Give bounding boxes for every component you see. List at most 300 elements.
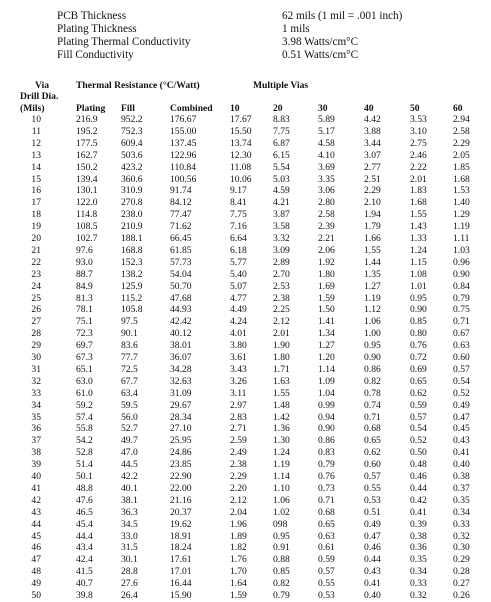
vias-30-cell: 1.34 <box>318 328 335 340</box>
vias-40-cell: 0.65 <box>364 435 381 447</box>
vias-50-cell: 3.53 <box>410 114 427 125</box>
vias-50-cell: 0.54 <box>410 423 427 435</box>
vias-60-cell: 0.71 <box>453 316 470 328</box>
vias-10-cell: 2.71 <box>230 423 247 435</box>
table-row <box>0 400 491 412</box>
fill-cell: 40.1 <box>121 482 138 494</box>
combined-cell: 54.04 <box>170 268 192 280</box>
vias-10-cell: 2.97 <box>230 399 247 411</box>
vias-50-cell: 1.01 <box>410 280 427 292</box>
drill-dia-cell: 47 <box>31 554 41 566</box>
vias-40-cell: 2.77 <box>364 161 381 173</box>
vias-10-cell: 2.29 <box>230 471 247 482</box>
vias-30-cell: 2.80 <box>318 197 335 209</box>
vias-10-cell: 2.59 <box>230 435 247 447</box>
vias-30-cell: 1.41 <box>318 316 335 328</box>
vias-60-cell: 1.53 <box>453 185 470 197</box>
plating-cell: 45.4 <box>76 518 93 530</box>
table-row <box>0 293 491 305</box>
fill-cell: 30.1 <box>121 554 138 566</box>
drill-dia-cell: 41 <box>31 482 41 494</box>
combined-cell: 34.28 <box>170 363 192 375</box>
combined-cell: 17.61 <box>170 554 192 566</box>
vias-40-cell: 1.06 <box>364 316 381 328</box>
combined-cell: 122.96 <box>170 149 197 161</box>
vias-10-cell: 1.70 <box>230 566 247 578</box>
combined-cell: 42.42 <box>170 316 192 328</box>
plating-cell: 150.2 <box>76 161 98 173</box>
vias-60-cell: 1.11 <box>453 233 470 244</box>
vias-40-cell: 0.95 <box>364 340 381 352</box>
vias-10-cell: 12.30 <box>230 149 252 161</box>
fill-cell: 238.0 <box>121 209 143 221</box>
drill-dia-cell: 13 <box>31 149 41 161</box>
vias-60-cell: 2.29 <box>453 137 470 149</box>
vias-60-cell: 0.96 <box>453 256 470 268</box>
vias-30-cell: 0.55 <box>318 578 335 590</box>
fill-cell: 138.2 <box>121 268 143 280</box>
param-label: PCB Thickness <box>57 10 127 22</box>
vias-30-cell: 0.65 <box>318 518 335 530</box>
drill-dia-header: Drill Dia. <box>20 91 59 102</box>
table-row <box>0 269 491 281</box>
drill-dia-cell: 16 <box>31 185 41 197</box>
mils-header: (Mils) <box>20 103 45 114</box>
drill-dia-cell: 23 <box>31 268 41 280</box>
fill-cell: 72.5 <box>121 363 138 375</box>
table-row <box>0 566 491 578</box>
vias-40-cell: 2.10 <box>364 197 381 209</box>
vias-20-cell: 3.32 <box>273 233 290 244</box>
table-row <box>0 364 491 376</box>
combined-cell: 23.85 <box>170 459 192 471</box>
vias-50-cell: 1.43 <box>410 221 427 233</box>
combined-cell: 57.73 <box>170 256 192 268</box>
vias-20-cell: 4.21 <box>273 197 290 209</box>
plating-cell: 69.7 <box>76 340 93 352</box>
vias-50-cell: 2.22 <box>410 161 427 173</box>
vias-20-cell: 3.87 <box>273 209 290 221</box>
vias-30-cell: 0.61 <box>318 542 335 554</box>
vias-30-cell: 1.09 <box>318 375 335 387</box>
vias-20-cell: 2.89 <box>273 256 290 268</box>
param-value: 0.51 Watts/cm°C <box>282 49 359 61</box>
vias-10-cell: 6.18 <box>230 244 247 256</box>
vias-30-cell: 2.21 <box>318 233 335 244</box>
vias-40-cell: 3.07 <box>364 149 381 161</box>
fill-cell: 125.9 <box>121 280 143 292</box>
param-row-fill-conductivity <box>0 49 491 61</box>
drill-dia-cell: 37 <box>31 435 41 447</box>
vias-40-cell: 0.46 <box>364 542 381 554</box>
table-row <box>0 447 491 459</box>
fill-cell: 115.2 <box>121 292 143 304</box>
vias-60-cell: 2.58 <box>453 125 470 137</box>
combined-cell: 110.84 <box>170 161 197 173</box>
vias-20-cell: 3.58 <box>273 221 290 233</box>
vias-30-cell: 1.20 <box>318 352 335 363</box>
table-row <box>0 412 491 424</box>
drill-dia-cell: 49 <box>31 578 41 590</box>
plating-header: Plating <box>76 103 106 114</box>
vias-20-cell: 0.79 <box>273 590 290 601</box>
fill-cell: 34.5 <box>121 518 138 530</box>
drill-dia-cell: 34 <box>31 399 41 411</box>
vias-10-cell: 2.04 <box>230 506 247 518</box>
combined-cell: 71.62 <box>170 221 192 233</box>
fill-cell: 609.4 <box>121 137 143 149</box>
vias-30-cell: 0.59 <box>318 554 335 566</box>
vias-10-cell: 3.11 <box>230 387 247 399</box>
vias-10-cell: 9.17 <box>230 185 247 197</box>
vias-10-cell: 1.96 <box>230 518 247 530</box>
vias-60-cell: 0.60 <box>453 352 470 363</box>
vias-10-cell: 3.61 <box>230 352 247 363</box>
drill-dia-cell: 42 <box>31 494 41 506</box>
vias-10-cell: 4.01 <box>230 328 247 340</box>
vias-50-cell: 2.75 <box>410 137 427 149</box>
drill-dia-cell: 30 <box>31 352 41 363</box>
fill-cell: 77.7 <box>121 352 138 363</box>
vias-40-cell: 0.43 <box>364 566 381 578</box>
fill-cell: 152.3 <box>121 256 143 268</box>
drill-dia-cell: 18 <box>31 209 41 221</box>
vias-40-cell: 0.86 <box>364 363 381 375</box>
fill-cell: 360.6 <box>121 173 143 185</box>
fill-cell: 83.6 <box>121 340 138 352</box>
vias-20-cell: 0.91 <box>273 542 290 554</box>
vias-50-cell: 0.34 <box>410 566 427 578</box>
table-row <box>0 483 491 495</box>
vias-60-cell: 0.43 <box>453 435 470 447</box>
vias-20-cell: 2.25 <box>273 304 290 316</box>
drill-dia-cell: 28 <box>31 328 41 340</box>
vias-20-cell: 2.53 <box>273 280 290 292</box>
vias-50-cell: 0.32 <box>410 590 427 601</box>
plating-cell: 130.1 <box>76 185 98 197</box>
fill-cell: 90.1 <box>121 328 138 340</box>
plating-cell: 93.0 <box>76 256 93 268</box>
vias-20-cell: 1.06 <box>273 494 290 506</box>
drill-dia-cell: 17 <box>31 197 41 209</box>
table-row <box>0 423 491 435</box>
combined-cell: 29.67 <box>170 399 192 411</box>
vias-30-cell: 0.79 <box>318 459 335 471</box>
fill-cell: 56.0 <box>121 411 138 423</box>
fill-cell: 44.5 <box>121 459 138 471</box>
vias-50-cell: 0.38 <box>410 530 427 542</box>
vias-30-cell: 0.73 <box>318 482 335 494</box>
vias-60-cell: 0.28 <box>453 566 470 578</box>
fill-cell: 210.9 <box>121 221 143 233</box>
vias-20-cell: 1.71 <box>273 363 290 375</box>
vias-50-cell: 0.35 <box>410 554 427 566</box>
combined-cell: 16.44 <box>170 578 192 590</box>
vias-20-cell: 4.59 <box>273 185 290 197</box>
plating-cell: 47.6 <box>76 494 93 506</box>
vias-50-cell: 2.01 <box>410 173 427 185</box>
vias-20-cell: 6.87 <box>273 137 290 149</box>
drill-dia-cell: 48 <box>31 566 41 578</box>
vias-60-cell: 0.30 <box>453 542 470 554</box>
plating-cell: 139.4 <box>76 173 98 185</box>
table-row <box>0 459 491 471</box>
plating-cell: 61.0 <box>76 387 93 399</box>
drill-dia-cell: 20 <box>31 233 41 244</box>
combined-cell: 20.37 <box>170 506 192 518</box>
drill-dia-cell: 45 <box>31 530 41 542</box>
vias-30-cell: 1.50 <box>318 304 335 316</box>
vias-50-cell: 0.33 <box>410 578 427 590</box>
vias-50-cell: 0.42 <box>410 494 427 506</box>
plating-cell: 46.5 <box>76 506 93 518</box>
combined-cell: 176.67 <box>170 114 197 125</box>
table-row <box>0 495 491 507</box>
vias-10-cell: 2.12 <box>230 494 247 506</box>
vias-40-cell: 0.40 <box>364 590 381 601</box>
plating-cell: 81.3 <box>76 292 93 304</box>
vias-40-cell: 0.62 <box>364 447 381 459</box>
plating-cell: 51.4 <box>76 459 93 471</box>
table-row <box>0 114 491 126</box>
vias-50-cell: 0.62 <box>410 387 427 399</box>
vias-10-cell: 2.38 <box>230 459 247 471</box>
vias-40-cell: 0.53 <box>364 494 381 506</box>
table-row <box>0 257 491 269</box>
vias-20-cell: 0.95 <box>273 530 290 542</box>
vias-10-cell: 15.50 <box>230 125 252 137</box>
param-value: 3.98 Watts/cm°C <box>282 36 359 48</box>
vias-50-cell: 0.95 <box>410 292 427 304</box>
vias-20-cell: 0.88 <box>273 554 290 566</box>
vias-40-cell: 3.44 <box>364 137 381 149</box>
vias-20-cell: 8.83 <box>273 114 290 125</box>
vias-30-cell: 1.27 <box>318 340 335 352</box>
table-row <box>0 162 491 174</box>
plating-cell: 88.7 <box>76 268 93 280</box>
vias-60-cell: 0.67 <box>453 328 470 340</box>
combined-cell: 32.63 <box>170 375 192 387</box>
plating-cell: 67.3 <box>76 352 93 363</box>
table-row <box>0 304 491 316</box>
combined-cell: 15.90 <box>170 590 192 601</box>
vias-10-cell: 1.89 <box>230 530 247 542</box>
table-row <box>0 590 491 602</box>
vias-50-cell: 0.65 <box>410 375 427 387</box>
vias-40-cell: 0.47 <box>364 530 381 542</box>
vias-40-cell: 0.71 <box>364 411 381 423</box>
vias-20-cell: 1.63 <box>273 375 290 387</box>
vias-30-cell: 0.86 <box>318 435 335 447</box>
vias-50-cell: 2.46 <box>410 149 427 161</box>
vias-50-cell: 0.48 <box>410 459 427 471</box>
vias-10-cell: 17.67 <box>230 114 252 125</box>
combined-cell: 38.01 <box>170 340 192 352</box>
vias-10-cell: 7.16 <box>230 221 247 233</box>
vias-40-cell: 1.19 <box>364 292 381 304</box>
table-row <box>0 281 491 293</box>
vias-50-cell: 1.08 <box>410 268 427 280</box>
plating-cell: 162.7 <box>76 149 98 161</box>
combined-cell: 44.93 <box>170 304 192 316</box>
vias-60-cell: 0.90 <box>453 268 470 280</box>
drill-dia-cell: 26 <box>31 304 41 316</box>
drill-dia-cell: 25 <box>31 292 41 304</box>
vias-40-cell: 2.29 <box>364 185 381 197</box>
combined-cell: 36.07 <box>170 352 192 363</box>
combined-cell: 21.16 <box>170 494 192 506</box>
plating-cell: 54.2 <box>76 435 93 447</box>
vias-10-cell: 3.80 <box>230 340 247 352</box>
fill-cell: 952.2 <box>121 114 143 125</box>
combined-cell: 25.95 <box>170 435 192 447</box>
vias-20-cell: 1.24 <box>273 447 290 459</box>
vias-60-cell: 0.49 <box>453 399 470 411</box>
vias-30-cell: 0.83 <box>318 447 335 459</box>
vias-20-cell: 1.02 <box>273 506 290 518</box>
vias-10-cell: 11.08 <box>230 161 252 173</box>
multiple-vias-header: Multiple Vias <box>253 80 309 91</box>
drill-dia-cell: 50 <box>31 590 41 601</box>
table-row <box>0 245 491 257</box>
table-row <box>0 150 491 162</box>
vias-60-cell: 0.47 <box>453 411 470 423</box>
drill-dia-cell: 44 <box>31 518 41 530</box>
plating-cell: 48.8 <box>76 482 93 494</box>
vias-40-cell: 1.66 <box>364 233 381 244</box>
drill-dia-cell: 12 <box>31 137 41 149</box>
vias-60-cell: 0.57 <box>453 363 470 375</box>
combined-cell: 61.85 <box>170 244 192 256</box>
fill-cell: 188.1 <box>121 233 143 244</box>
plating-cell: 59.2 <box>76 399 93 411</box>
vias-10-cell: 8.41 <box>230 197 247 209</box>
param-value: 62 mils (1 mil = .001 inch) <box>282 10 403 22</box>
drill-dia-cell: 11 <box>31 125 41 137</box>
drill-dia-cell: 19 <box>31 221 41 233</box>
drill-dia-cell: 40 <box>31 471 41 482</box>
table-row <box>0 554 491 566</box>
combined-cell: 66.45 <box>170 233 192 244</box>
vias-60-cell: 0.37 <box>453 482 470 494</box>
fill-cell: 42.2 <box>121 471 138 482</box>
drill-dia-cell: 24 <box>31 280 41 292</box>
vias-50-cell: 0.76 <box>410 340 427 352</box>
vias-30-cell: 2.39 <box>318 221 335 233</box>
drill-dia-cell: 29 <box>31 340 41 352</box>
fill-cell: 49.7 <box>121 435 138 447</box>
vias-60-cell: 0.38 <box>453 471 470 482</box>
vias-10-cell: 2.83 <box>230 411 247 423</box>
vias-10-cell: 1.64 <box>230 578 247 590</box>
vias-40-cell: 0.90 <box>364 352 381 363</box>
table-row <box>0 316 491 328</box>
table-row <box>0 340 491 352</box>
vias-10-cell: 2.20 <box>230 482 247 494</box>
vias-30-cell: 3.35 <box>318 173 335 185</box>
vias-30-cell: 1.59 <box>318 292 335 304</box>
drill-dia-cell: 35 <box>31 411 41 423</box>
combined-cell: 24.86 <box>170 447 192 459</box>
plating-cell: 78.1 <box>76 304 93 316</box>
combined-cell: 77.47 <box>170 209 192 221</box>
fill-cell: 105.8 <box>121 304 143 316</box>
table-row <box>0 471 491 483</box>
fill-cell: 59.5 <box>121 399 138 411</box>
combined-cell: 50.70 <box>170 280 192 292</box>
vias-20-cell: 5.54 <box>273 161 290 173</box>
vias-60-cell: 2.05 <box>453 149 470 161</box>
vias-20-cell: 6.15 <box>273 149 290 161</box>
vias-50-cell: 0.36 <box>410 542 427 554</box>
vias-10-cell: 1.82 <box>230 542 247 554</box>
combined-cell: 155.00 <box>170 125 197 137</box>
vias-60-cell: 2.94 <box>453 114 470 125</box>
vias-20-cell: 2.38 <box>273 292 290 304</box>
table-row <box>0 352 491 364</box>
plating-cell: 44.4 <box>76 530 93 542</box>
vias-20-cell: 1.14 <box>273 471 290 482</box>
vias-10-cell: 13.74 <box>230 137 252 149</box>
vias-20-cell: 3.09 <box>273 244 290 256</box>
vias-50-cell: 0.39 <box>410 518 427 530</box>
fill-cell: 423.2 <box>121 161 143 173</box>
vias-60-cell: 0.75 <box>453 304 470 316</box>
combined-cell: 27.10 <box>170 423 192 435</box>
vias-50-cell: 0.52 <box>410 435 427 447</box>
drill-dia-cell: 22 <box>31 256 41 268</box>
vias-30-cell: 1.92 <box>318 256 335 268</box>
plating-cell: 108.5 <box>76 221 98 233</box>
vias-60-cell: 0.34 <box>453 506 470 518</box>
table-row <box>0 435 491 447</box>
vias-30-cell: 3.69 <box>318 161 335 173</box>
vias-10-cell: 6.64 <box>230 233 247 244</box>
vias-30-cell: 0.57 <box>318 566 335 578</box>
fill-cell: 67.7 <box>121 375 138 387</box>
fill-cell: 36.3 <box>121 506 138 518</box>
fill-cell: 26.4 <box>121 590 138 601</box>
fill-cell: 168.8 <box>121 244 143 256</box>
param-row-plating-conductivity <box>0 36 491 48</box>
combined-header: Combined <box>170 103 213 114</box>
plating-cell: 122.0 <box>76 197 98 209</box>
table-row <box>0 209 491 221</box>
vias-60-cell: 0.27 <box>453 578 470 590</box>
vias-30-cell: 0.99 <box>318 399 335 411</box>
combined-cell: 91.74 <box>170 185 192 197</box>
vias-30-cell: 0.63 <box>318 530 335 542</box>
fill-cell: 97.5 <box>121 316 138 328</box>
thermal-resistance-header: Thermal Resistance (°C/Watt) <box>76 80 200 91</box>
vias-30-cell: 1.04 <box>318 387 335 399</box>
vias-50-cell: 0.41 <box>410 506 427 518</box>
drill-dia-cell: 38 <box>31 447 41 459</box>
plating-cell: 177.5 <box>76 137 98 149</box>
vias-60-cell: 1.68 <box>453 173 470 185</box>
vias-50-cell: 1.68 <box>410 197 427 209</box>
via-count-40-header: 40 <box>364 103 374 114</box>
table-row <box>0 185 491 197</box>
vias-60-cell: 1.40 <box>453 197 470 209</box>
vias-40-cell: 1.35 <box>364 268 381 280</box>
vias-60-cell: 0.84 <box>453 280 470 292</box>
vias-60-cell: 1.19 <box>453 221 470 233</box>
via-count-50-header: 50 <box>410 103 420 114</box>
vias-40-cell: 1.44 <box>364 256 381 268</box>
vias-20-cell: 1.48 <box>273 399 290 411</box>
vias-50-cell: 0.85 <box>410 316 427 328</box>
